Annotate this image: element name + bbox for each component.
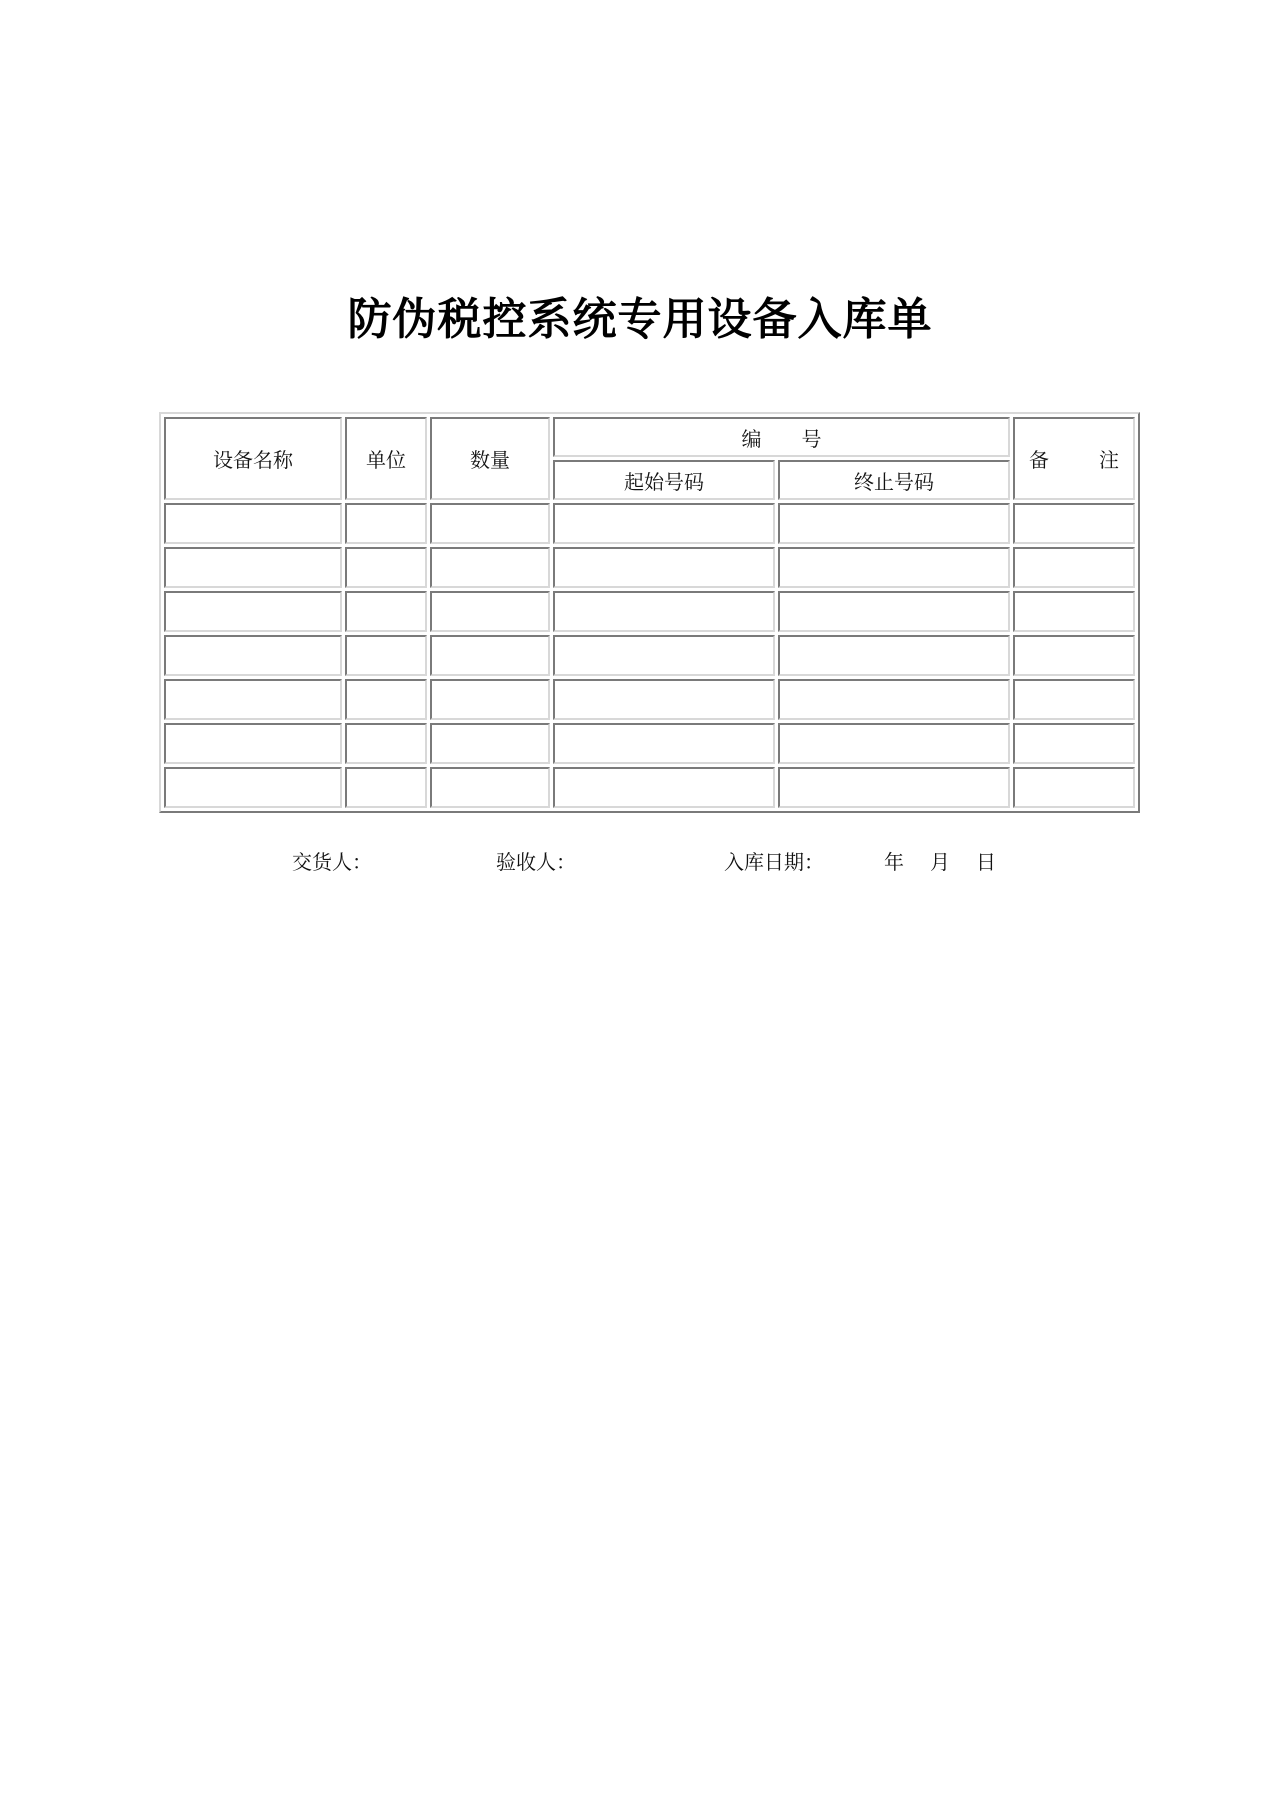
table-row	[164, 591, 1135, 632]
header-start-number: 起始号码	[553, 460, 775, 500]
cell-end-number[interactable]	[778, 503, 1010, 544]
deliverer-label: 交货人：	[292, 850, 372, 874]
table-row	[164, 503, 1135, 544]
cell-remark[interactable]	[1013, 679, 1135, 720]
header-remark-left: 备	[1029, 448, 1049, 472]
header-serial-group: 编 号	[553, 417, 1010, 457]
cell-device-name[interactable]	[164, 635, 342, 676]
table-row	[164, 547, 1135, 588]
date-month-label: 月	[930, 850, 950, 874]
cell-quantity[interactable]	[430, 635, 550, 676]
cell-start-number[interactable]	[553, 591, 775, 632]
cell-remark[interactable]	[1013, 723, 1135, 764]
cell-remark[interactable]	[1013, 547, 1135, 588]
stock-in-table	[159, 412, 1140, 813]
cell-unit[interactable]	[345, 591, 427, 632]
cell-unit[interactable]	[345, 723, 427, 764]
cell-end-number[interactable]	[778, 723, 1010, 764]
cell-quantity[interactable]	[430, 679, 550, 720]
inspector-label: 验收人：	[496, 850, 576, 874]
cell-end-number[interactable]	[778, 635, 1010, 676]
cell-unit[interactable]	[345, 767, 427, 808]
cell-end-number[interactable]	[778, 767, 1010, 808]
header-remark-right: 注	[1099, 448, 1119, 472]
cell-quantity[interactable]	[430, 591, 550, 632]
cell-end-number[interactable]	[778, 679, 1010, 720]
cell-quantity[interactable]	[430, 723, 550, 764]
cell-remark[interactable]	[1013, 635, 1135, 676]
cell-remark[interactable]	[1013, 503, 1135, 544]
cell-unit[interactable]	[345, 547, 427, 588]
table-row	[164, 635, 1135, 676]
table-row	[164, 767, 1135, 808]
cell-device-name[interactable]	[164, 767, 342, 808]
page-title: 防伪税控系统专用设备入库单	[347, 294, 933, 345]
header-device-name: 设备名称	[164, 417, 342, 500]
date-day-label: 日	[976, 850, 996, 874]
cell-end-number[interactable]	[778, 591, 1010, 632]
signature-line	[0, 846, 1280, 876]
cell-start-number[interactable]	[553, 547, 775, 588]
cell-quantity[interactable]	[430, 503, 550, 544]
cell-unit[interactable]	[345, 679, 427, 720]
header-remark	[1013, 417, 1135, 500]
cell-start-number[interactable]	[553, 767, 775, 808]
cell-device-name[interactable]	[164, 503, 342, 544]
table-row	[164, 723, 1135, 764]
table-header-row	[164, 417, 1135, 457]
header-quantity: 数量	[430, 417, 550, 500]
cell-start-number[interactable]	[553, 635, 775, 676]
cell-device-name[interactable]	[164, 547, 342, 588]
cell-start-number[interactable]	[553, 679, 775, 720]
cell-start-number[interactable]	[553, 723, 775, 764]
cell-end-number[interactable]	[778, 547, 1010, 588]
cell-start-number[interactable]	[553, 503, 775, 544]
cell-unit[interactable]	[345, 503, 427, 544]
cell-device-name[interactable]	[164, 723, 342, 764]
cell-unit[interactable]	[345, 635, 427, 676]
table-row	[164, 679, 1135, 720]
cell-device-name[interactable]	[164, 591, 342, 632]
date-year-label: 年	[884, 850, 904, 874]
stock-in-date-label: 入库日期：	[724, 850, 824, 874]
cell-device-name[interactable]	[164, 679, 342, 720]
cell-remark[interactable]	[1013, 767, 1135, 808]
cell-quantity[interactable]	[430, 767, 550, 808]
header-end-number: 终止号码	[778, 460, 1010, 500]
cell-remark[interactable]	[1013, 591, 1135, 632]
header-unit: 单位	[345, 417, 427, 500]
cell-quantity[interactable]	[430, 547, 550, 588]
